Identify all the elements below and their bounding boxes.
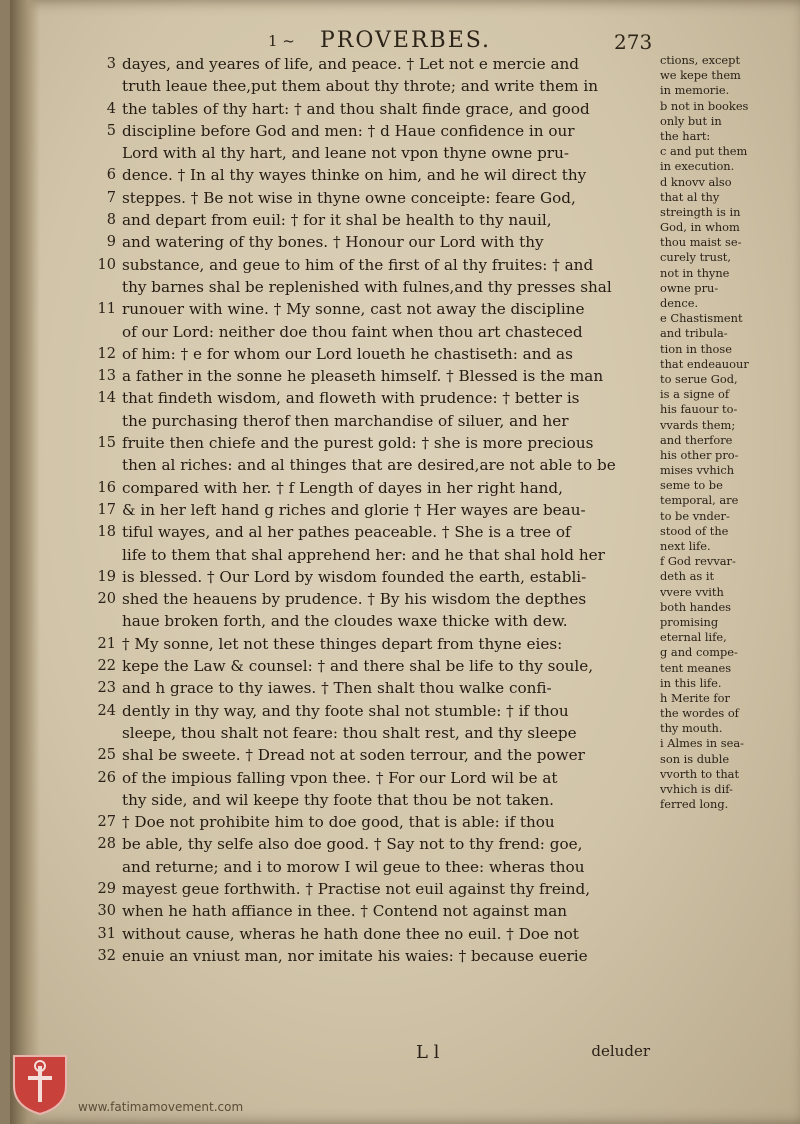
verse-number: 32 — [97, 947, 116, 964]
text-line — [106, 231, 657, 253]
margin-note-line: God, in whom — [660, 220, 740, 235]
margin-note-line: only but in — [660, 113, 722, 128]
margin-note-line: ferred long. — [660, 797, 729, 812]
margin-note-line: g and compe- — [660, 645, 738, 660]
line-text: then al riches: and al thinges that are desired,are not able to be — [122, 456, 616, 475]
margin-note-line: vvorth to that — [660, 766, 740, 781]
margin-note-line: f God revvar- — [660, 554, 736, 569]
margin-note-line: vvere vvith — [660, 584, 724, 599]
verse-number: 7 — [106, 189, 116, 206]
watermark-url: www.fatimamovement.com — [78, 1100, 244, 1114]
text-line — [106, 164, 657, 186]
line-text: without cause, wheras he hath done thee no euil. † Doe not — [122, 924, 579, 943]
text-line — [122, 276, 657, 298]
margin-note-line: ctions, except — [660, 53, 741, 67]
verse-number: 15 — [97, 435, 116, 452]
text-line — [97, 588, 657, 610]
line-text: of our Lord: neither doe thou faint when thou art chasteced — [122, 322, 583, 341]
margin-note-line: d knovv also — [660, 174, 732, 189]
line-text: enuie an vniust man, nor imitate his waies: † because euerie — [122, 946, 588, 965]
line-text: be able, thy selfe also doe good. † Say not to thy frend: goe, — [122, 835, 583, 854]
margin-note-line: that al thy — [660, 189, 720, 204]
margin-note-line: dence. — [660, 296, 699, 310]
line-text: the tables of thy hart: † and thou shalt finde grace, and good — [122, 99, 590, 118]
margin-note-line: b not in bookes — [660, 98, 749, 113]
text-line — [97, 655, 657, 677]
text-line — [97, 521, 657, 543]
line-text: and returne; and i to morow I wil geue to thee: wheras thou — [122, 857, 585, 876]
text-line — [97, 833, 657, 855]
text-line — [122, 722, 657, 744]
text-line — [106, 98, 657, 120]
line-text: compared with her. † f Length of dayes in her right hand, — [122, 478, 563, 497]
verse-number: 29 — [97, 880, 116, 897]
text-line — [97, 878, 657, 900]
margin-note-line: seme to be — [660, 478, 723, 493]
text-line — [122, 75, 657, 97]
line-text: tiful wayes, and al her pathes peaceable. † She is a tree of — [122, 523, 571, 542]
text-line — [97, 811, 657, 833]
verse-number: 10 — [97, 256, 116, 273]
text-line — [97, 432, 657, 454]
line-text: fruite then chiefe and the purest gold: † she is more precious — [122, 434, 594, 453]
margin-notes — [660, 53, 778, 812]
margin-note-line: stood of the — [660, 523, 729, 538]
margin-note-line: in this life. — [660, 675, 722, 690]
text-line — [97, 633, 657, 655]
line-text: haue broken forth, and the cloudes waxe thicke with dew. — [122, 612, 568, 631]
text-line — [122, 544, 657, 566]
verse-number: 30 — [97, 903, 116, 920]
margin-note-line: c and put them — [660, 144, 748, 159]
verse-number: 11 — [97, 301, 116, 318]
text-line — [122, 410, 657, 432]
running-title: PROVERBES. — [320, 28, 492, 53]
text-line — [106, 120, 657, 142]
margin-note-line: eternal life, — [660, 630, 727, 645]
verse-number: 18 — [97, 524, 116, 541]
text-line — [106, 53, 657, 75]
main-text-column — [97, 53, 657, 967]
verse-number: 8 — [106, 212, 116, 229]
line-text: shal be sweete. † Dread not at soden terrour, and the power — [122, 746, 585, 765]
verse-number: 20 — [97, 591, 116, 608]
margin-note-line: mises vvhich — [660, 463, 735, 478]
margin-note-line: curely trust, — [660, 250, 732, 265]
margin-note-line: we kepe them — [660, 68, 741, 83]
margin-note-line: his fauour to- — [660, 402, 738, 417]
line-text: † Doe not prohibite him to doe good, that is able: if thou — [122, 813, 555, 832]
text-line — [97, 365, 657, 387]
text-line — [122, 142, 657, 164]
verse-number: 9 — [106, 234, 116, 251]
margin-note-line: vvards them; — [660, 417, 736, 432]
line-text: thy side, and wil keepe thy foote that thou be not taken. — [122, 790, 554, 809]
text-line — [97, 254, 657, 276]
margin-note-line: is a signe of — [660, 387, 730, 402]
margin-note-line: both handes — [660, 599, 732, 614]
line-text: when he hath affiance in thee. † Contend not against man — [122, 902, 568, 921]
signature-mark: L l — [416, 1042, 440, 1063]
line-text: dence. † In al thy wayes thinke on him, and he wil direct thy — [122, 166, 587, 185]
text-line — [97, 499, 657, 521]
margin-note-line: not in thyne — [660, 265, 730, 280]
margin-note-line: thou maist se- — [660, 235, 742, 250]
verse-number: 27 — [97, 814, 116, 831]
margin-note-line: and therfore — [660, 432, 733, 447]
text-line — [122, 321, 657, 343]
margin-note-line: thy mouth. — [660, 721, 723, 736]
book-page — [10, 0, 800, 1124]
margin-note-line: in execution. — [660, 159, 735, 174]
line-text: sleepe, thou shalt not feare: thou shalt rest, and thy sleepe — [122, 723, 577, 742]
text-line — [122, 610, 657, 632]
verse-number: 4 — [106, 100, 116, 117]
text-line — [106, 209, 657, 231]
margin-note-line: h Merite for — [660, 690, 730, 705]
line-text: dayes, and yeares of life, and peace. † Let not e mercie and — [122, 55, 580, 73]
line-text: and depart from euil: † for it shal be health to thy nauil, — [122, 211, 552, 230]
margin-note-line: the hart: — [660, 128, 711, 143]
text-line — [97, 945, 657, 967]
margin-note-line: in memorie. — [660, 83, 730, 98]
margin-note-line: next life. — [660, 539, 711, 553]
margin-note-line: promising — [660, 614, 719, 629]
text-line — [106, 187, 657, 209]
verse-number: 28 — [97, 836, 116, 853]
margin-note-line: his other pro- — [660, 447, 739, 462]
verse-number: 26 — [97, 769, 116, 786]
page-gutter-shadow — [10, 0, 40, 1124]
verse-number: 21 — [97, 635, 116, 652]
line-text: dently in thy way, and thy foote shal not stumble: † if thou — [122, 701, 569, 720]
text-line — [97, 677, 657, 699]
margin-note-line: temporal, are — [660, 493, 739, 508]
verse-number: 19 — [97, 568, 116, 585]
line-text: that findeth wisdom, and floweth with prudence: † better is — [122, 389, 580, 408]
header-signature: 1 ~ — [268, 32, 295, 50]
margin-note-line: that endeauour — [660, 356, 749, 371]
fatima-shield-logo-icon — [10, 1052, 70, 1116]
verse-number: 25 — [97, 747, 116, 764]
margin-note-line: tion in those — [660, 341, 732, 356]
line-text: of him: † e for whom our Lord loueth he chastiseth: and as — [122, 344, 573, 363]
line-text: truth leaue thee,put them about thy throte; and write them in — [122, 77, 598, 96]
text-line — [97, 566, 657, 588]
margin-note-line: vvhich is dif- — [660, 782, 733, 796]
text-line — [97, 923, 657, 945]
line-text: and watering of thy bones. † Honour our Lord with thy — [122, 233, 544, 252]
line-text: substance, and geue to him of the first of al thy fruites: † and — [122, 255, 594, 274]
line-text: mayest geue forthwith. † Practise not euil against thy freind, — [122, 879, 591, 898]
text-line — [97, 900, 657, 922]
margin-note-line: the wordes of — [660, 706, 739, 721]
text-line — [97, 700, 657, 722]
margin-note-line: son is duble — [660, 751, 730, 766]
text-line — [97, 744, 657, 766]
line-text: a father in the sonne he pleaseth himself. † Blessed is the man — [122, 367, 604, 386]
verse-number: 24 — [97, 702, 116, 719]
line-text: shed the heauens by prudence. † By his wisdom the depthes — [122, 590, 587, 609]
verse-number: 13 — [97, 368, 116, 385]
page-number: 273 — [614, 30, 653, 54]
line-text: and h grace to thy iawes. † Then shalt thou walke confi- — [122, 679, 552, 698]
margin-note-line: e Chastisment — [660, 311, 743, 326]
margin-note-line: to serue God, — [660, 371, 738, 386]
line-text: kepe the Law & counsel: † and there shal be life to thy soule, — [122, 657, 594, 676]
margin-note-line: streingth is in — [660, 204, 741, 219]
verse-number: 22 — [97, 658, 116, 675]
margin-note-line: tent meanes — [660, 660, 732, 675]
text-line — [122, 789, 657, 811]
margin-note-line: deth as it — [660, 569, 715, 584]
verse-number: 16 — [97, 479, 116, 496]
line-text: the purchasing therof then marchandise of siluer, and her — [122, 411, 569, 430]
line-text: runouer with wine. † My sonne, cast not away the discipline — [122, 300, 585, 319]
margin-note-line: to be vnder- — [660, 508, 730, 523]
text-line — [97, 767, 657, 789]
line-text: life to them that shal apprehend her: and he that shal hold her — [122, 545, 605, 564]
verse-number: 5 — [106, 122, 116, 139]
verse-number: 12 — [97, 345, 116, 362]
text-line — [97, 477, 657, 499]
text-line — [97, 343, 657, 365]
catchword: deluder — [591, 1042, 650, 1060]
verse-number: 14 — [97, 390, 116, 407]
line-text: Lord with al thy hart, and leane not vpon thyne owne pru- — [122, 144, 569, 163]
verse-number: 3 — [106, 56, 116, 72]
text-line — [97, 387, 657, 409]
line-text: † My sonne, let not these thinges depart from thyne eies: — [122, 634, 563, 653]
page-footer — [120, 1042, 660, 1068]
margin-note-line: i Almes in sea- — [660, 736, 744, 751]
line-text: of the impious falling vpon thee. † For our Lord wil be at — [122, 768, 558, 787]
text-line — [122, 454, 657, 476]
verse-number: 31 — [97, 925, 116, 942]
text-line — [97, 298, 657, 320]
verse-number: 17 — [97, 501, 116, 518]
line-text: & in her left hand g riches and glorie † Her wayes are beau- — [122, 500, 586, 519]
text-line — [122, 856, 657, 878]
line-text: is blessed. † Our Lord by wisdom founded the earth, establi- — [122, 567, 587, 586]
verse-number: 6 — [106, 167, 116, 184]
margin-note-line: owne pru- — [660, 280, 719, 295]
margin-note-line: and tribula- — [660, 326, 728, 341]
line-text: thy barnes shal be replenished with fulnes,and thy presses shal — [122, 277, 612, 296]
line-text: steppes. † Be not wise in thyne owne conceipte: feare God, — [122, 188, 576, 207]
line-text: discipline before God and men: † d Haue confidence in our — [122, 121, 575, 140]
verse-number: 23 — [97, 680, 116, 697]
